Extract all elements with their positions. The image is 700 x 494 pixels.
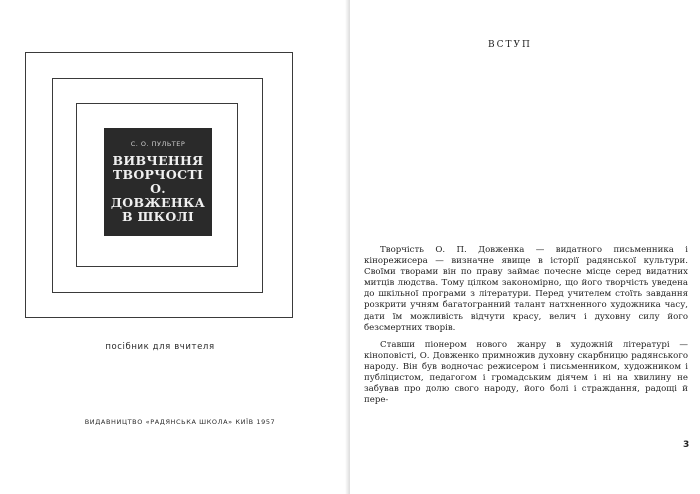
publisher-line: ВИДАВНИЦТВО «РАДЯНСЬКА ШКОЛА» КИЇВ 1957 (84, 418, 276, 426)
cover-title-line: О. ДОВЖЕНКА (110, 181, 206, 210)
paragraph: Творчість О. П. Довженка — видатного письменника і кінорежисера — визначне явище в історії радянської культури. Своїми творами він по праву займає почесне місце серед видатних митців людства. Тому цілком закономірно, що його творчість уведена до шкільної програми з літератури. Перед учителем стоїть завдання розкрити учням багатогранний талант натхненного художника часу, дати їм можливість відчути красу, велич і духовну силу його безсмертних творів. (364, 245, 688, 333)
body-text (364, 245, 688, 412)
cover-title-line: В ШКОЛІ (121, 209, 195, 224)
cover-title (104, 154, 212, 224)
page-number: 3 (683, 440, 690, 450)
section-heading: ВСТУП (488, 40, 532, 50)
cover-author: С. О. ПУЛЬТЕР (130, 140, 186, 148)
cover-title-line: ВИВЧЕННЯ (112, 153, 204, 168)
book-cover-image (104, 128, 212, 236)
book-caption: посібник для вчителя (105, 342, 215, 352)
paragraph: Ставши піонером нового жанру в художній літературі — кіноповісті, О. Довженко примножив духовну скарбницю радянського народу. Він був водночас режисером і письменником, художником і публіцистом, педагогом і громадським діячем і ні на хвилину не забував про долю свого народу, його болі і страждання, радощі й пере- (364, 339, 688, 406)
cover-title-line: ТВОРЧОСТІ (112, 167, 204, 182)
